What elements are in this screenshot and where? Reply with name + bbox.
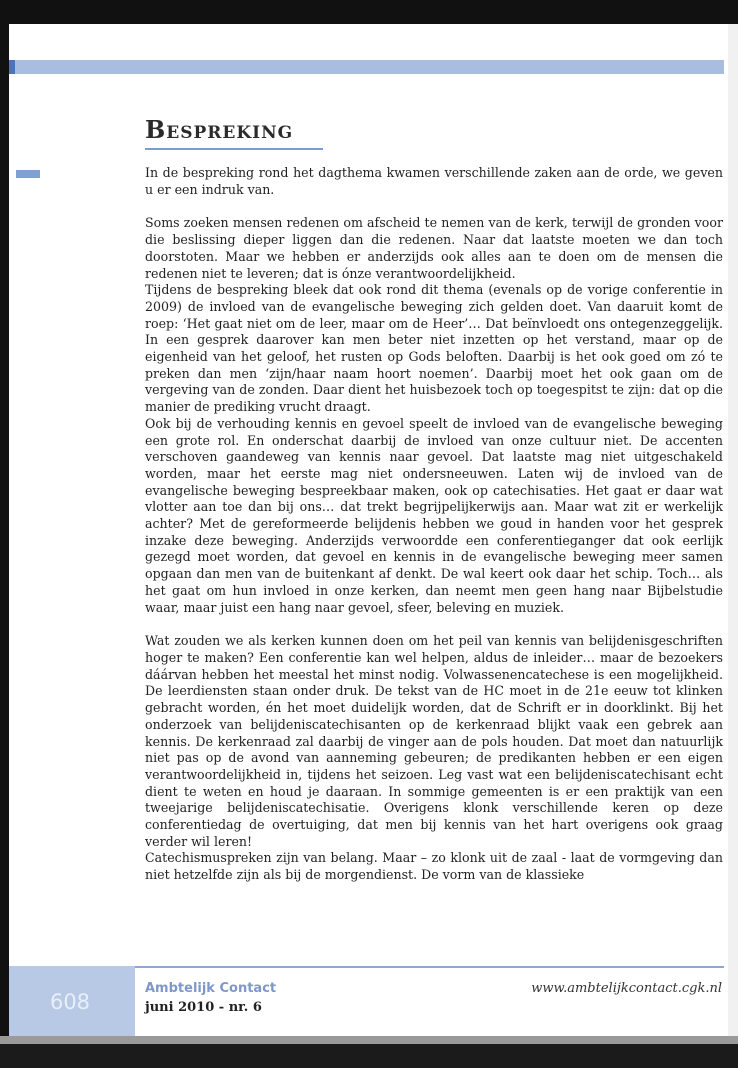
header-band [9, 60, 724, 74]
header-band-edge [9, 60, 15, 74]
page-edge-right [728, 24, 738, 1036]
website-url: www.ambtelijkcontact.cgk.nl [531, 981, 722, 996]
footer-rule [135, 966, 724, 968]
scan-border-gray [0, 1036, 738, 1044]
paragraph: Wat zouden we als kerken kunnen doen om het peil van kennis van belijdenisgeschriften hoger te maken? Een conferentie kan wel helpen, aldus de inleider… maar de bezoekers dáárvan hebben het meestal het minst nodig. Volwassenencatechese is een mogelijkheid. De leerdiensten staan onder druk. De tekst van de HC moet in de 21e eeuw tot klinken gebracht worden, én het moet duidelijk worden, dat de Schrift er in doorklinkt. Bij het onderzoek van belijdeniscatechisanten op de kerkenraad blijkt vaak een gebrek aan kennis. De kerkenraad zal daarbij de vinger aan de pols houden. Dat moet dan natuurlijk niet pas op de avond van aanneming gebeuren; de predikanten hebben er een eigen verantwoordelijkheid in, tijdens het seizoen. Leg vast wat een belijdeniscatechisant echt dient te weten en houd je daaraan. In sommige gemeenten is er een praktijk van een tweejarige belijdeniscatechisatie. Overigens klonk verschillende keren op deze conferentiedag de overtuiging, dat men bij kennis van het hart overigens ook graag verder wil leren! [145, 633, 723, 849]
issue-label: juni 2010 - nr. 6 [145, 1000, 262, 1015]
paragraph: Catechismuspreken zijn van belang. Maar – zo klonk uit de zaal - laat de vormgeving dan niet hetzelfde zijn als bij de morgendienst. De vorm van de klassieke [145, 850, 723, 883]
paragraph: Ook bij de verhouding kennis en gevoel speelt de invloed van de evangelische beweging een grote rol. En onderschat daarbij de invloed van onze cultuur niet. De accenten verschoven gaandeweg van kennis naar gevoel. Dat laatste mag niet uitgeschakeld worden, maar het eerste mag niet ondersneeuwen. Laten wij de invloed van de evangelische beweging bespreekbaar maken, ook op catechisaties. Het gaat er daar wat vlotter aan toe dan bij ons… dat trekt begrijpelijkerwijs aan. Maar wat zit er werkelijk achter? Met de gereformeerde belijdenis hebben we goud in handen voor het gesprek inzake deze beweging. Anderzijds verwoordde een conferentieganger dat ook eerlijk gezegd moet worden, dat gevoel en kennis in de evangelische beweging meer samen opgaan dan men van de buitenkant af denkt. De wal keert ook daar het schip. Toch… als het gaat om hun invloed in onze kerken, dan neemt men geen hang naar Bijbelstudie waar, maar juist een hang naar gevoel, sfeer, beleving en muziek. [145, 415, 723, 615]
page-title: Bespreking [145, 115, 294, 144]
scan-border-left [0, 0, 9, 1068]
page-number: 608 [49, 990, 91, 1014]
title-underline [145, 148, 323, 150]
paragraph: Tijdens de bespreking bleek dat ook rond dit thema (evenals op de vorige conferentie in 2009) de invloed van de evangelische beweging zich gelden doet. Van daaruit komt de roep: ‘Het gaat niet om de leer, maar om de Heer’… Dat beïnvloedt ons ontegenzeggelijk. In een gesprek daarover kan men beter niet inzetten op het verstand, maar op de eigenheid van het geloof, het rusten op Gods beloften. Daarbij is het ook goed om zó te preken dan men ‘zijn/haar naam hoort noemen’. Daarbij moet het ook gaan om de vergeving van de zonden. Daar dient het huisbezoek toch op toegespitst te zijn: dat op die manier de prediking vrucht draagt. [145, 282, 723, 415]
paragraph-intro: In de bespreking rond het dagthema kwamen verschillende zaken aan de orde, we geven u er een indruk van. [145, 165, 723, 197]
paragraph: Soms zoeken mensen redenen om afscheid te nemen van de kerk, terwijl de gronden voor die beslissing dieper liggen dan die redenen. Naar dat laatste moeten we dan toch doorstoten. Maar we hebben er anderzijds ook alles aan te doen om de mensen die redenen niet te leveren; dat is ónze verantwoordelijkheid. [145, 215, 723, 281]
magazine-name: Ambtelijk Contact [145, 981, 277, 996]
article-body [145, 165, 723, 884]
side-marker [16, 170, 40, 178]
scan-border-top [0, 0, 738, 24]
scan-border-bottom [0, 1044, 738, 1068]
